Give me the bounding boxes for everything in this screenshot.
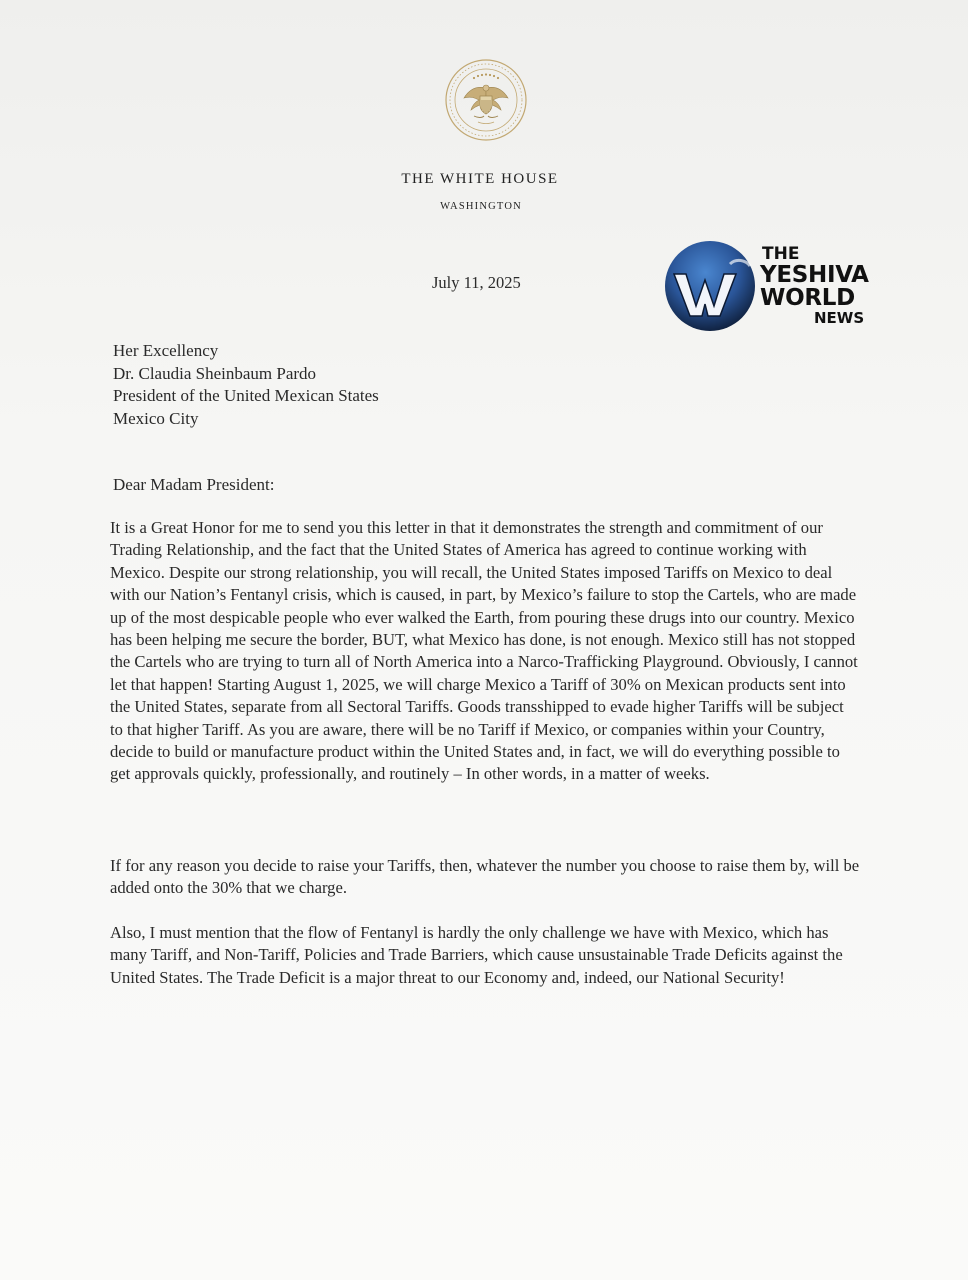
recipient-name: Dr. Claudia Sheinbaum Pardo	[113, 363, 317, 383]
presidential-seal-icon	[444, 58, 528, 142]
news-logo-badge-icon	[664, 240, 756, 332]
news-logo	[664, 240, 894, 336]
recipient-title: President of the United Mexican States	[113, 386, 379, 405]
body-paragraph-1: It is a Great Honor for me to send you this letter in that it demonstrates the strength and commitment of our Trading Relationship, and the fact that the United States of America has agreed to continue working with Mexico. Despite our strong relationship, you will recall, the United States imposed Tariffs on Mexico to deal with our Nation’s Fentanyl crisis, which is caused, in part, by Mexico’s failure to stop the Cartels, who are made up of the most despicable people who ever walked the Earth, from pouring these drugs into our country. Mexico has been helping me secure the border, BUT, what Mexico has done, is not enough. Mexico still has not stopped the Cartels who are trying to turn all of North America into a Narco-Trafficking Playground. Obviously, I cannot let that happen! Starting August 1, 2025, we will charge Mexico a Tariff of 30% on Mexican products sent into the United States, separate from all Sectoral Tariffs. Goods transshipped to evade higher Tariffs will be subject to that higher Tariff. As you are aware, there will be no Tariff if Mexico, or companies within your Country, decide to build or manufacture product within the United States and, in fact, we will do everything possible to get approvals quickly, professionally, and routinely – In other words, in a matter of weeks.	[110, 518, 858, 784]
letter-date: July 11, 2025	[432, 273, 521, 292]
recipient-address	[113, 340, 379, 430]
logo-line-yeshiva: YESHIVA	[760, 262, 869, 288]
logo-line-news: NEWS	[814, 309, 865, 327]
body-paragraph-3: Also, I must mention that the flow of Fentanyl is hardly the only challenge we have with Mexico, which has many Tariff, and Non-Tariff, Policies and Trade Barriers, which cause unsustainable Trade Deficits against the United States. The Trade Deficit is a major threat to our Economy and, indeed, our National Security!	[110, 923, 843, 987]
recipient-honorific: Her Excellency	[113, 341, 219, 360]
logo-line-the: THE	[762, 244, 800, 264]
salutation: Dear Madam President:	[113, 475, 275, 494]
news-logo-wordmark	[760, 246, 869, 326]
letterhead	[0, 171, 968, 212]
letterhead-title: THE WHITE HOUSE	[401, 171, 559, 187]
logo-line-world: WORLD	[760, 285, 855, 311]
recipient-city: Mexico City	[113, 408, 199, 428]
body-paragraph-2: If for any reason you decide to raise your Tariffs, then, whatever the number you choose to raise them by, will be added onto the 30% that we charge.	[110, 856, 860, 898]
letterhead-city: WASHINGTON	[440, 201, 522, 212]
